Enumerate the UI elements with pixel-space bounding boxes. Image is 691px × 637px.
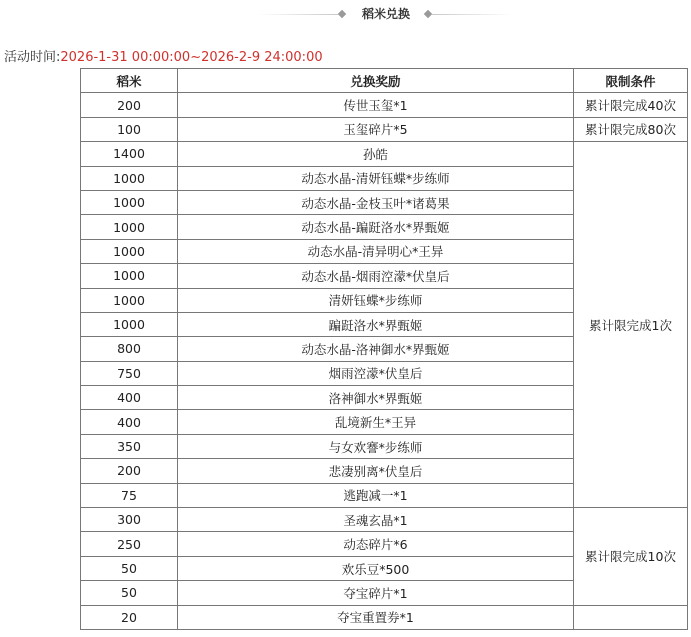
exchange-table — [80, 68, 688, 630]
cost-cell: 100 — [81, 117, 178, 141]
cost-cell: 400 — [81, 410, 178, 434]
reward-cell: 动态水晶-洛神御水*界甄姬 — [178, 337, 574, 361]
cost-cell: 1000 — [81, 312, 178, 336]
cost-cell: 250 — [81, 532, 178, 556]
reward-cell: 动态水晶-烟雨涳濛*伏皇后 — [178, 264, 574, 288]
cost-cell: 1000 — [81, 215, 178, 239]
cost-cell: 1000 — [81, 190, 178, 214]
cost-cell: 750 — [81, 361, 178, 385]
table-row — [81, 93, 688, 117]
reward-cell: 动态水晶-蹁跹洛水*界甄姬 — [178, 215, 574, 239]
column-header-reward: 兑换奖励 — [178, 69, 574, 93]
reward-cell: 动态水晶-清异明心*王异 — [178, 239, 574, 263]
activity-period — [4, 46, 323, 65]
column-header-cost: 稻米 — [81, 69, 178, 93]
activity-period-label: 活动时间: — [4, 50, 61, 65]
table-row — [81, 117, 688, 141]
reward-cell: 圣魂玄晶*1 — [178, 508, 574, 532]
cost-cell: 200 — [81, 459, 178, 483]
cost-cell: 200 — [81, 93, 178, 117]
column-header-limit: 限制条件 — [574, 69, 688, 93]
table-row — [81, 605, 688, 629]
section-title: 稻米兑换 — [361, 7, 410, 21]
limit-cell: 累计限完成10次 — [574, 508, 688, 606]
reward-cell: 欢乐豆*500 — [178, 556, 574, 580]
table-header-row — [81, 69, 688, 93]
section-header — [0, 0, 691, 30]
header-divider-right — [432, 14, 512, 15]
header-divider-left — [258, 14, 338, 15]
table-row — [81, 142, 688, 166]
table-row — [81, 508, 688, 532]
reward-cell: 孙皓 — [178, 142, 574, 166]
limit-cell: 累计限完成80次 — [574, 117, 688, 141]
reward-cell: 烟雨涳濛*伏皇后 — [178, 361, 574, 385]
cost-cell: 1400 — [81, 142, 178, 166]
reward-cell: 玉玺碎片*5 — [178, 117, 574, 141]
cost-cell: 50 — [81, 556, 178, 580]
reward-cell: 夺宝重置券*1 — [178, 605, 574, 629]
cost-cell: 300 — [81, 508, 178, 532]
cost-cell: 800 — [81, 337, 178, 361]
reward-cell: 蹁跹洛水*界甄姬 — [178, 312, 574, 336]
cost-cell: 350 — [81, 434, 178, 458]
cost-cell: 1000 — [81, 288, 178, 312]
reward-cell: 与女欢謇*步练师 — [178, 434, 574, 458]
cost-cell: 75 — [81, 483, 178, 507]
reward-cell: 动态水晶-金枝玉叶*诸葛果 — [178, 190, 574, 214]
reward-cell: 动态碎片*6 — [178, 532, 574, 556]
reward-cell: 乱境新生*王异 — [178, 410, 574, 434]
reward-cell: 动态水晶-清妍钰蝶*步练师 — [178, 166, 574, 190]
limit-cell — [574, 605, 688, 629]
cost-cell: 20 — [81, 605, 178, 629]
cost-cell: 50 — [81, 581, 178, 605]
activity-period-value: 2026-1-31 00:00:00~2026-2-9 24:00:00 — [60, 50, 323, 65]
cost-cell: 1000 — [81, 166, 178, 190]
cost-cell: 1000 — [81, 264, 178, 288]
reward-cell: 传世玉玺*1 — [178, 93, 574, 117]
reward-cell: 洛神御水*界甄姬 — [178, 386, 574, 410]
reward-cell: 清妍钰蝶*步练师 — [178, 288, 574, 312]
reward-cell: 悲凄别离*伏皇后 — [178, 459, 574, 483]
cost-cell: 400 — [81, 386, 178, 410]
reward-cell: 夺宝碎片*1 — [178, 581, 574, 605]
limit-cell: 累计限完成1次 — [574, 142, 688, 508]
cost-cell: 1000 — [81, 239, 178, 263]
limit-cell: 累计限完成40次 — [574, 93, 688, 117]
reward-cell: 逃跑减一*1 — [178, 483, 574, 507]
